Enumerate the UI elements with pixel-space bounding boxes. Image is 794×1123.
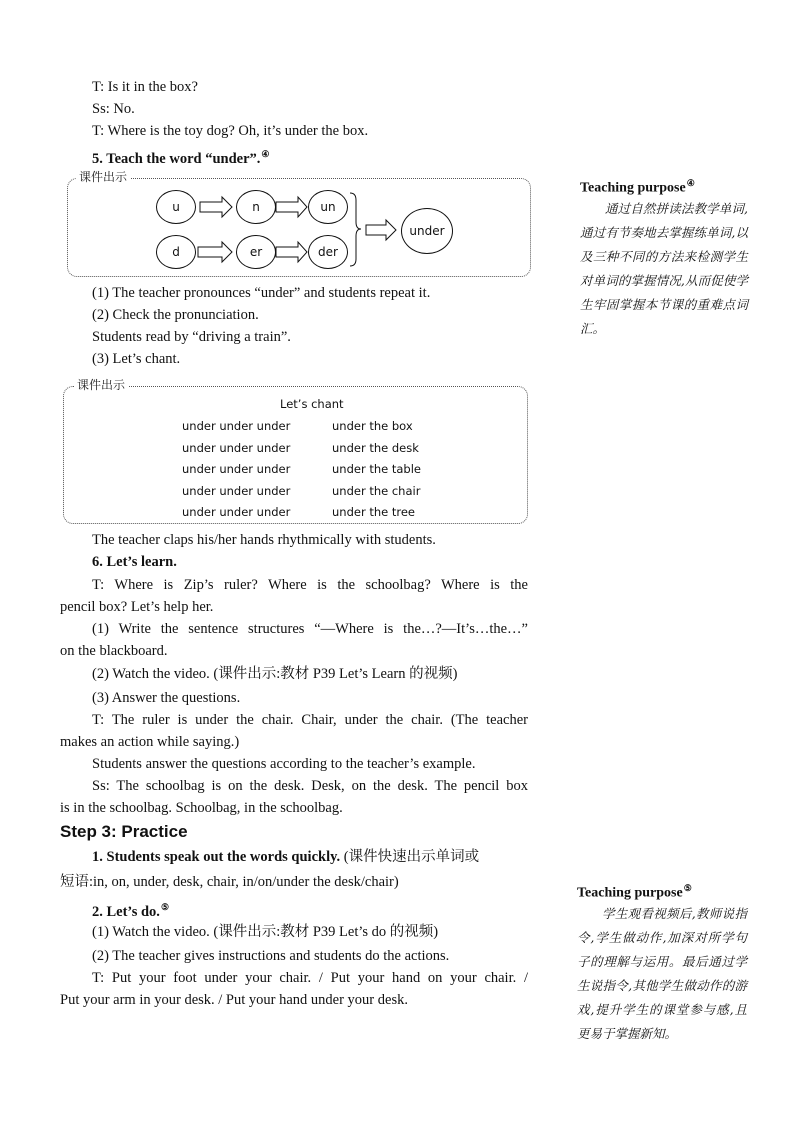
brace: [350, 193, 361, 266]
section-5-title: 5. Teach the word “under”.: [92, 150, 261, 167]
step-3-p1: [92, 848, 479, 866]
section-6-p7b: is in the schoolbag. Schoolbag, in the schoolbag.: [60, 800, 343, 816]
step-3-p1b: 短语:in, on, under, desk, chair, in/on/under the desk/chair): [60, 874, 399, 890]
side-note-1-title-text: Teaching purpose: [580, 180, 686, 196]
section-6-p3: (2) Watch the video. (课件出示:教材 P39 Let’s Learn 的视频): [92, 666, 458, 682]
side-note-1-title: [580, 178, 695, 197]
courseware-box-label: 课件出示: [76, 170, 130, 184]
section-6-p1b: pencil box? Let’s help her.: [60, 599, 214, 615]
syllable-er-circle: er: [236, 235, 276, 269]
dialogue-line-1: T: Is it in the box?: [92, 79, 198, 95]
courseware-box-label-2: 课件出示: [74, 378, 128, 392]
section-5-line-1: (1) The teacher pronounces “under” and students repeat it.: [92, 285, 431, 301]
side-note-1-mark: ④: [686, 178, 695, 188]
arrow-d-er: [198, 242, 232, 262]
footnote-mark-4: ④: [261, 149, 270, 159]
side-note-2-mark: ⑤: [683, 883, 692, 893]
section-5-line-2: (2) Check the pronunciation.: [92, 307, 259, 323]
dialogue-line-2: Ss: No.: [92, 101, 135, 117]
section-6-p2b: on the blackboard.: [60, 643, 168, 659]
section-6-title: 6. Let’s learn.: [92, 554, 177, 570]
section-6-p2a: (1) Write the sentence structures “—Where is the…?—It’s…the…”: [92, 621, 528, 637]
section-6-p1a: T: Where is Zip’s ruler? Where is the schoolbag? Where is the: [92, 577, 528, 593]
chant-right-4: under the chair: [332, 484, 421, 498]
word-under-circle: under: [401, 208, 453, 254]
dialogue-line-3: T: Where is the toy dog? Oh, it’s under the box.: [92, 123, 369, 139]
chant-title: Let’s chant: [280, 397, 344, 411]
section-5-line-4: (3) Let’s chant.: [92, 351, 181, 367]
arrow-u-n: [200, 197, 232, 217]
section-6-p5a: T: The ruler is under the chair. Chair, under the chair. (The teacher: [92, 712, 528, 728]
section-6-p7a: Ss: The schoolbag is on the desk. Desk, on the desk. The pencil box: [92, 778, 528, 794]
arrow-n-un: [276, 197, 307, 217]
step-3-p5a: T: Put your foot under your chair. / Put your hand on your chair. /: [92, 970, 528, 986]
chant-left-3: under under under: [182, 462, 291, 476]
step-3-p4: (2) The teacher gives instructions and students do the actions.: [92, 948, 450, 964]
step-3-p3: (1) Watch the video. (课件出示:教材 P39 Let’s do 的视频): [92, 924, 439, 940]
section-6-p6: Students answer the questions according to the teacher’s example.: [92, 756, 476, 772]
step-3-heading: Step 3: Practice: [60, 822, 188, 841]
chant-left-2: under under under: [182, 441, 291, 455]
arrow-to-under: [366, 220, 396, 240]
section-6-p5b: makes an action while saying.): [60, 734, 240, 750]
chant-right-3: under the table: [332, 462, 421, 476]
footnote-mark-5: ⑤: [160, 902, 170, 912]
step-3-p1-bold: 1. Students speak out the words quickly.: [92, 849, 341, 865]
letter-n-circle: n: [236, 190, 276, 224]
letter-u-circle: u: [156, 190, 196, 224]
syllable-der-circle: der: [308, 235, 348, 269]
side-note-2-text: 学生观看视频后,教师说指令,学生做动作,加深对所学句子的理解与运用。最后通过学生说指令,其他学生做动作的游戏,提升学生的课堂参与感,且更易于掌握新知。: [577, 906, 747, 1041]
step-3-p2: [92, 898, 169, 921]
chant-left-4: under under under: [182, 484, 291, 498]
chant-right-2: under the desk: [332, 441, 419, 455]
side-note-2-title: [577, 883, 692, 902]
side-note-2-title-text: Teaching purpose: [577, 885, 683, 901]
arrow-er-der: [276, 242, 307, 262]
chant-right-5: under the tree: [332, 505, 415, 519]
step-3-p1-rest: (课件快速出示单词或: [340, 849, 480, 865]
step-3-p5b: Put your arm in your desk. / Put your hand under your desk.: [60, 992, 408, 1008]
chant-left-5: under under under: [182, 505, 291, 519]
section-6-p4: (3) Answer the questions.: [92, 690, 241, 706]
chant-left-1: under under under: [182, 419, 291, 433]
side-note-1-text: 通过自然拼读法教学单词,通过有节奏地去掌握练单词,以及三种不同的方法来检测学生对单词的掌握情况,从而促使学生牢固掌握本节课的重难点词汇。: [580, 201, 748, 336]
chant-right-1: under the box: [332, 419, 413, 433]
after-chant-line: The teacher claps his/her hands rhythmically with students.: [92, 532, 436, 548]
lets-do-title: 2. Let’s do.: [92, 903, 160, 920]
letter-d-circle: d: [156, 235, 196, 269]
syllable-un-circle: un: [308, 190, 348, 224]
section-5-line-3: Students read by “driving a train”.: [92, 329, 291, 345]
